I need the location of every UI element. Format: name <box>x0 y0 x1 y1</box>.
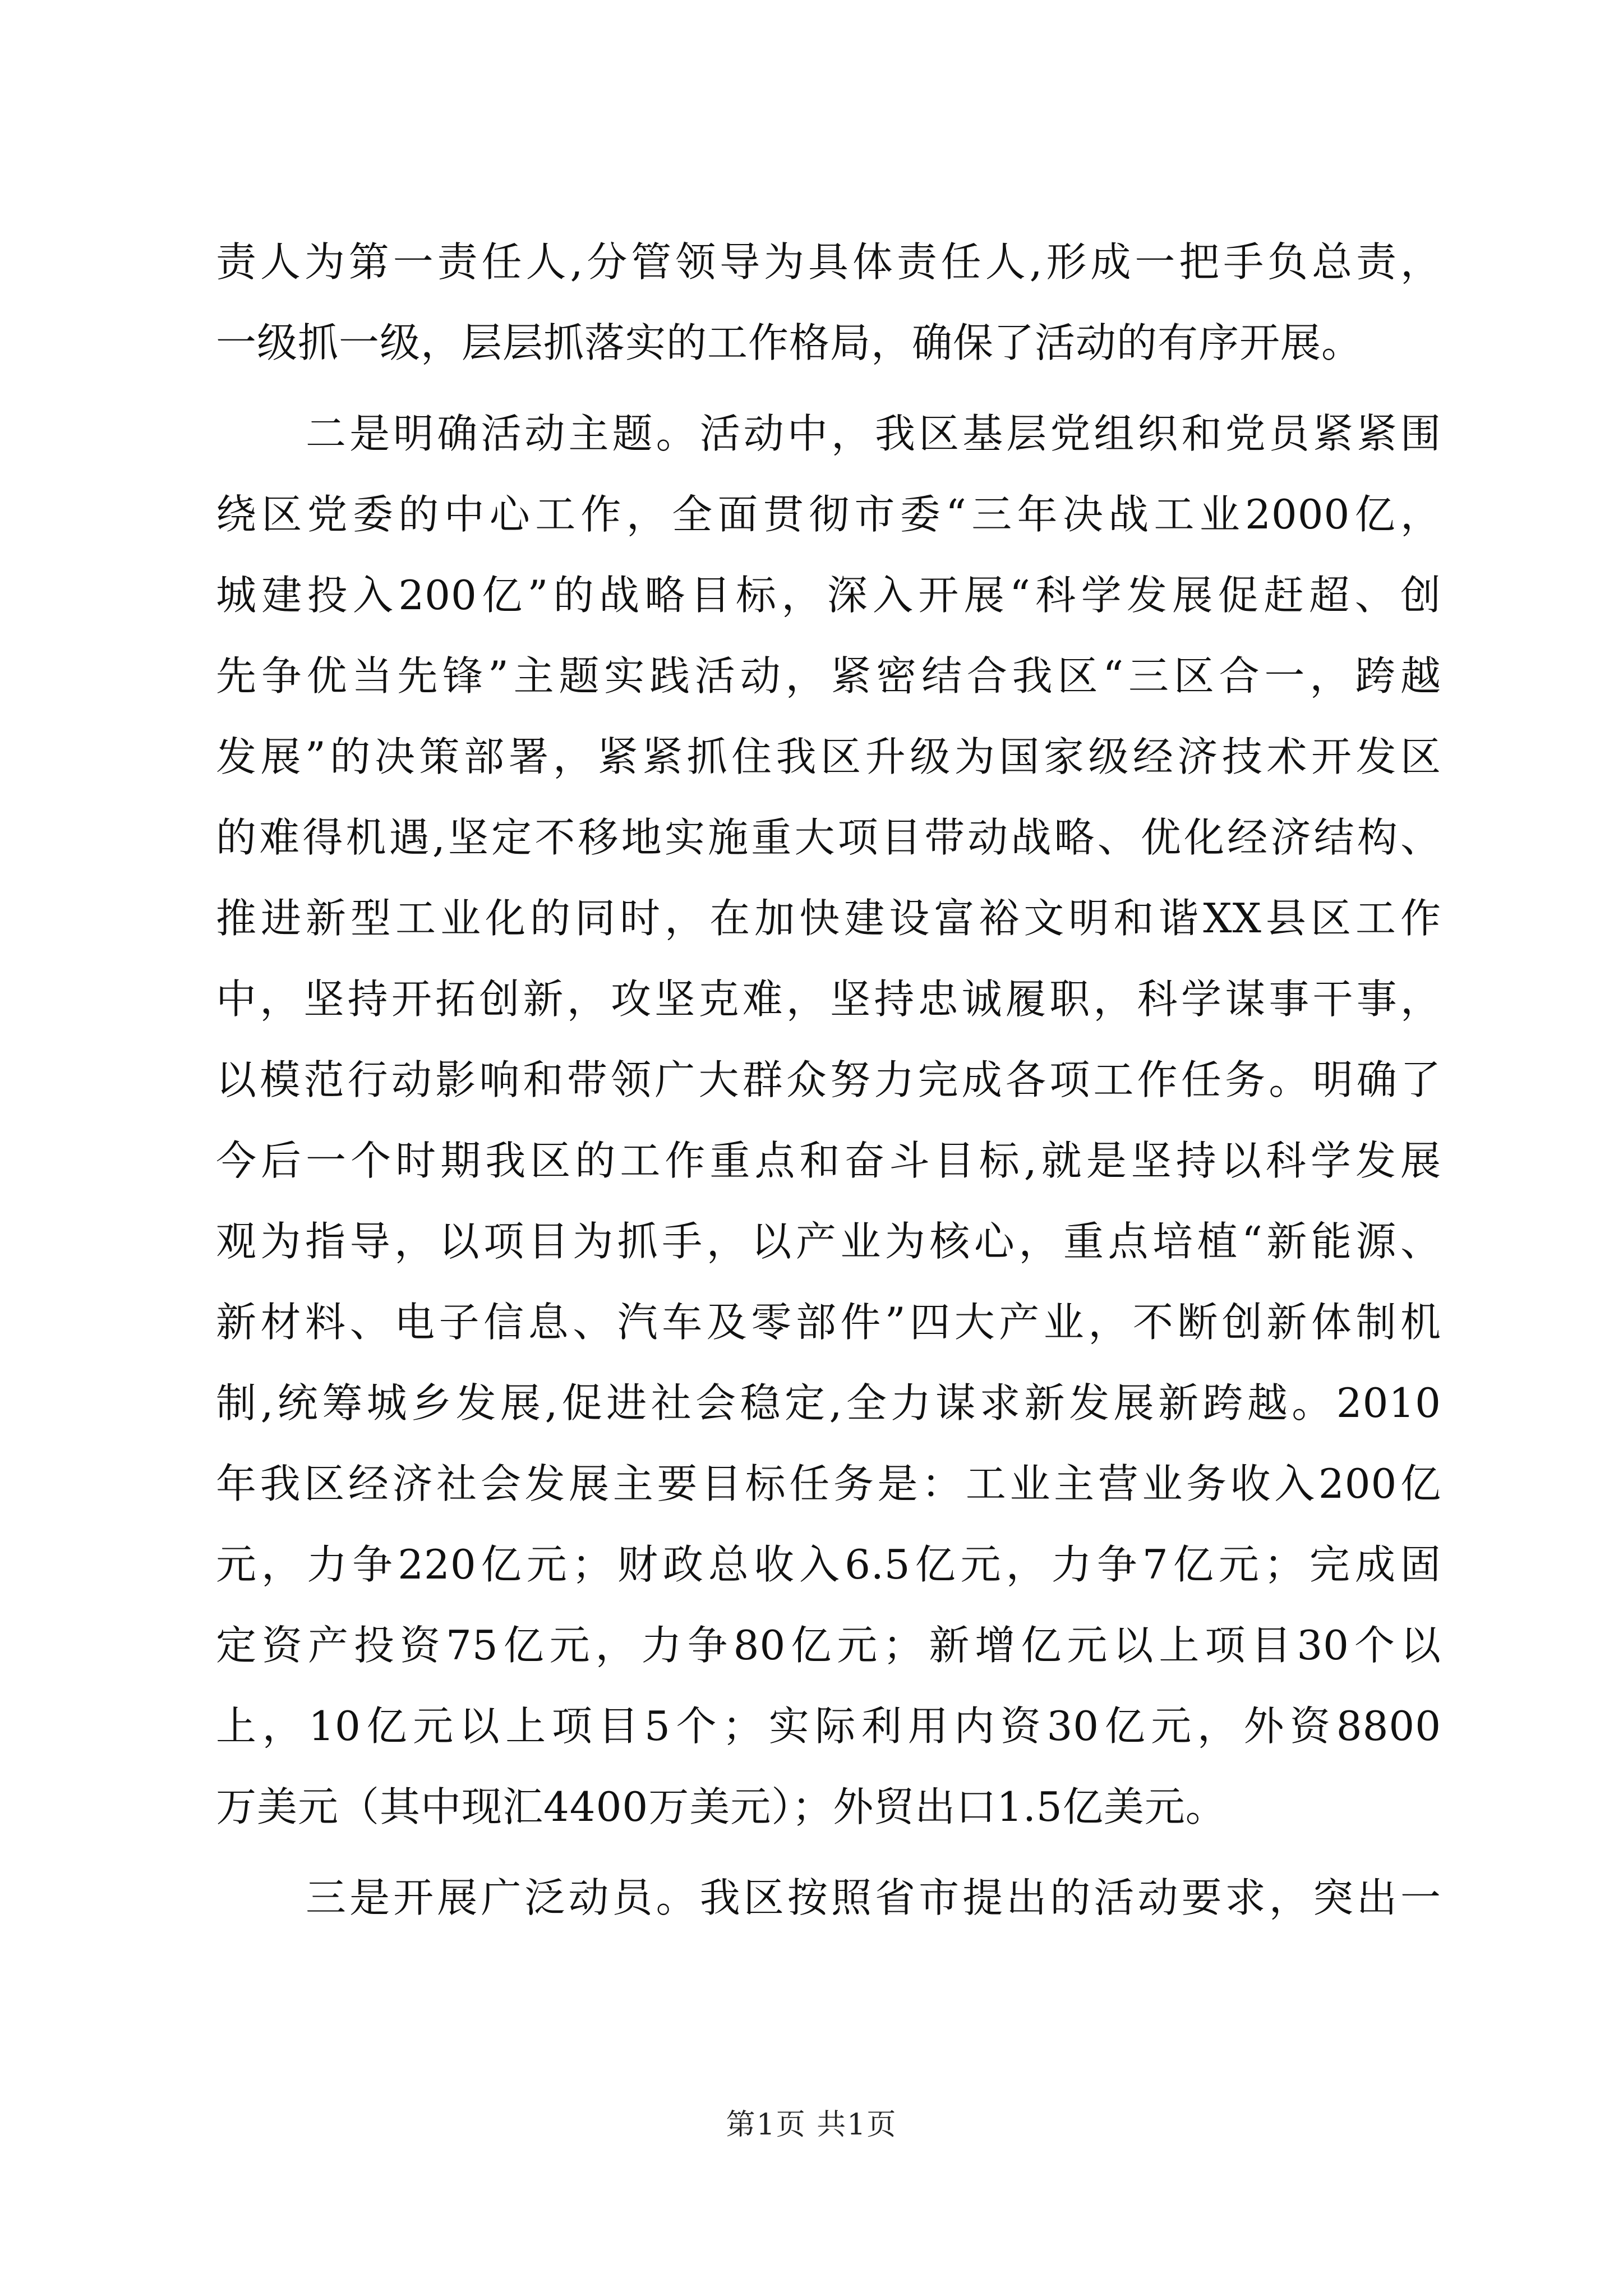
text-line: 中，坚持开拓创新，攻坚克难，坚持忠诚履职，科学谋事干事， <box>216 976 1441 1023</box>
text-line: 观为指导，以项目为抓手，以产业为核心，重点培植“新能源、 <box>216 1218 1441 1265</box>
text-line: 责人为第一责任人,分管领导为具体责任人,形成一把手负总责， <box>216 238 1441 286</box>
text-line: 推进新型工业化的同时，在加快建设富裕文明和谐XX县区工作 <box>216 895 1441 942</box>
paragraph-start-line: 二是明确活动主题。活动中，我区基层党组织和党员紧紧围 <box>306 410 1441 457</box>
page-footer: 第1页 共1页 <box>726 2108 897 2142</box>
document-body <box>216 222 1441 1938</box>
paragraph-gap <box>216 1847 1441 1857</box>
paragraph-gap <box>216 383 1441 393</box>
text-line: 以模范行动影响和带领广大群众努力完成各项工作任务。明确了 <box>216 1056 1441 1103</box>
text-line: 元，力争220亿元；财政总收入6.5亿元，力争7亿元；完成固 <box>216 1541 1441 1588</box>
text-line: 先争优当先锋”主题实践活动，紧密结合我区“三区合一，跨越 <box>216 652 1441 700</box>
text-line: 年我区经济社会发展主要目标任务是：工业主营业务收入200亿 <box>216 1460 1441 1507</box>
text-line: 上，10亿元以上项目5个；实际利用内资30亿元，外资8800 <box>216 1703 1441 1750</box>
text-line: 城建投入200亿”的战略目标，深入开展“科学发展促赶超、创 <box>216 572 1441 619</box>
text-line: 发展”的决策部署，紧紧抓住我区升级为国家级经济技术开发区 <box>216 733 1441 780</box>
text-line: 制,统筹城乡发展,促进社会稳定,全力谋求新发展新跨越。2010 <box>216 1379 1441 1427</box>
text-line: 新材料、电子信息、汽车及零部件”四大产业，不断创新体制机 <box>216 1299 1441 1346</box>
text-line: 定资产投资75亿元，力争80亿元；新增亿元以上项目30个以 <box>216 1622 1441 1669</box>
text-line: 今后一个时期我区的工作重点和奋斗目标,就是坚持以科学发展 <box>216 1137 1441 1184</box>
paragraph-start-line: 三是开展广泛动员。我区按照省市提出的活动要求，突出一 <box>306 1874 1441 1921</box>
text-line: 一级抓一级，层层抓落实的工作格局，确保了活动的有序开展。 <box>216 319 1363 366</box>
text-line: 万美元（其中现汇4400万美元）；外贸出口1.5亿美元。 <box>216 1783 1227 1830</box>
text-line: 绕区党委的中心工作，全面贯彻市委“三年决战工业2000亿， <box>216 491 1441 538</box>
text-line: 的难得机遇,坚定不移地实施重大项目带动战略、优化经济结构、 <box>216 814 1441 861</box>
